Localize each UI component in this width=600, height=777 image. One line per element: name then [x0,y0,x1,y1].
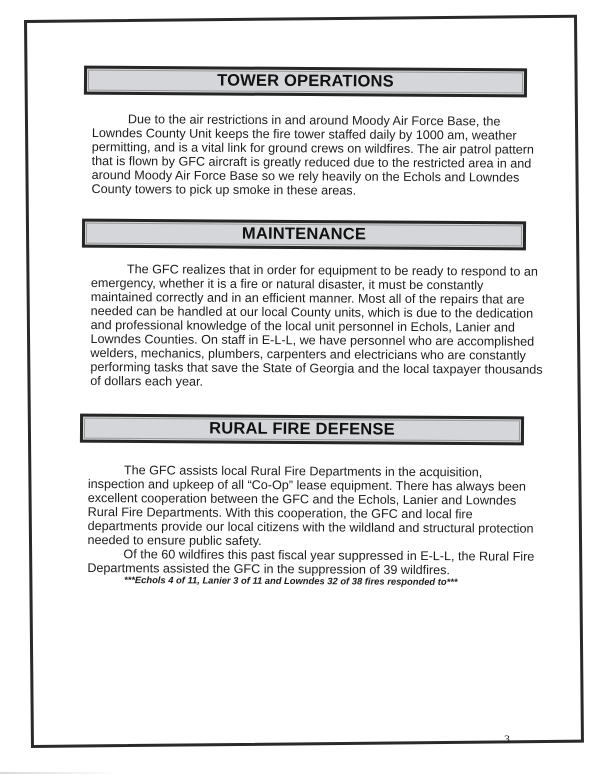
paragraph-tower-operations [91,112,534,199]
scan-edge-shadow [0,772,120,774]
text-line: and professional knowledge of the local unit personnel in Echols, Lanier and [90,317,515,335]
text-line: that is flown by GFC aircraft is greatly reduced due to the restricted area in and [91,153,532,171]
text-line: County towers to pick up smoke in these areas. [91,181,357,198]
text-line: needed can be handled at our local County units, which is due to the dedication [90,303,534,321]
text-line: The GFC assists local Rural Fire Departments in the acquisition, [123,463,483,480]
section-title: RURAL FIRE DEFENSE [209,419,395,439]
fires-responded-note: ***Echols 4 of 11, Lanier 3 of 11 and Lowndes 32 of 38 fires responded to*** [123,574,458,588]
text-line: needed to ensure public safety. [87,532,262,549]
text-line: Departments assisted the GFC in the suppression of 39 wildfires. [87,560,450,578]
section-header-rural-fire-defense [80,414,524,446]
section-title: MAINTENANCE [241,224,367,244]
text-line: maintained correctly and in an efficient manner. Most all of the repairs that are [90,289,525,307]
text-line: inspection and upkeep of all “Co-Op” lease equipment. There has always been [87,476,526,494]
paragraph-rural-fire-defense [87,463,535,578]
text-line: The GFC realizes that in order for equipment to be ready to respond to an [126,262,538,279]
text-line: Lowndes Counties. On staff in E-L-L, we have personnel who are accomplished [90,331,535,349]
text-line: departments provide our local citizens with the wildland and structural protection [87,518,534,536]
text-line: excellent cooperation between the GFC and the Echols, Lanier and Lowndes [87,490,517,508]
text-line: performing tasks that save the State of Georgia and the local taxpayer thousands [90,359,543,377]
text-line: around Moody Air Force Base so we rely heavily on the Echols and Lowndes [91,167,520,185]
text-line: of dollars each year. [90,373,204,389]
paragraph-maintenance [90,262,543,391]
section-title: TOWER OPERATIONS [217,71,394,91]
text-line: welders, mechanics, plumbers, carpenters and electricians who are constantly [90,345,526,363]
text-line: Of the 60 wildfires this past fiscal year suppressed in E-L-L, the Rural Fire [123,547,535,564]
text-line: permitting, and is a vital link for ground crews on wildfires. The air patrol pattern [91,139,534,157]
text-line: emergency, whether it is a fire or natural disaster, it must be constantly [90,275,484,293]
section-header-maintenance [82,219,526,251]
text-line: Lowndes County Unit keeps the fire tower staffed daily by 1000 am, weather [91,125,517,143]
text-line: Due to the air restrictions in and around Moody Air Force Base, the [127,112,501,129]
text-line: Rural Fire Departments. With this cooperation, the GFC and local fire [87,504,473,522]
page-number: 3 [504,732,510,746]
section-header-tower-operations [84,66,527,98]
